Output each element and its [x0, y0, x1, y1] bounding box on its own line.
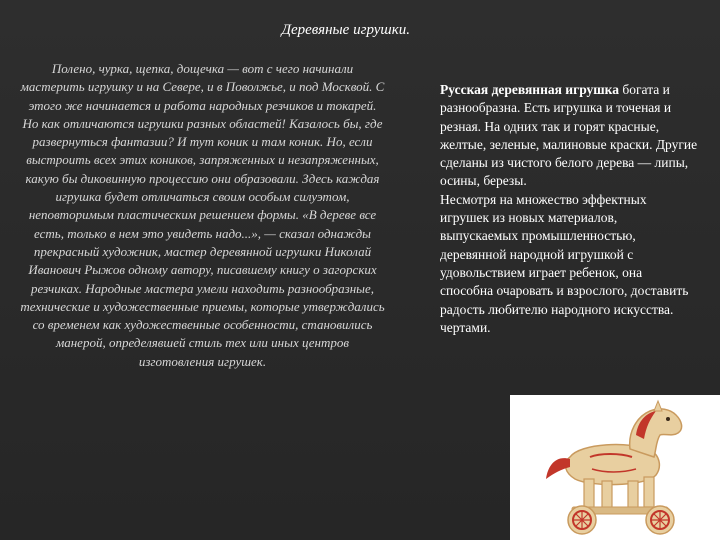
right-paragraph-2: Несмотря на множество эффектных игрушек из новых материалов, выпускаемых промышленностью, деревянной народной игрушкой с удовольствием играет ребенок, она способна очаровать и взрослого, доставить радость любителю народного искусства.: [440, 191, 689, 317]
right-paragraph-1: [440, 81, 698, 191]
wooden-horse-illustration: [510, 395, 720, 540]
left-paragraph: Полено, чурка, щепка, дощечка — вот с чего начинали мастерить игрушку и на Севере, и в Поволжье, и под Москвой. С этого же начинается и работа народных резчиков и токарей. Но как отличаются игрушки разных областей! Казалось бы, где развернуться фантазии? И тут коник и там коник. Но, если выстроить всех этих коников, запряженных и незапряженных, какую бы диковинную процессию они образовали. Здесь каждая игрушка будет отличаться своим особым силуэтом, неповторимым пластическим решением формы. «В дереве все есть, только в нем это увидеть надо...», — сказал однажды прекрасный художник, мастер деревянной игрушки Николай Иванович Рыжов одному автору, писавшему книгу о загорских резчиках. Народные мастера умели находить разнообразные, технические и художественные приемы, которые утверждались со временем как художественные особенности, становились манерой, определявшей стиль тех или иных центров изготовления игрушек.: [20, 61, 385, 369]
right-paragraph-3: чертами.: [440, 319, 491, 335]
wooden-horse-photo: [510, 395, 720, 540]
bold-lead: Русская деревянная игрушка: [440, 82, 620, 97]
slide-title: Деревяные игрушки.: [281, 22, 410, 38]
paragraph-1-rest: богата и разнообразна. Есть игрушка и точеная и резная. На одних так и горят красные, желтые, зеленые, малиновые краски. Другие сделаны из чистого белого дерева — липы, осины, березы.: [440, 82, 698, 189]
right-text-block: [440, 81, 698, 337]
